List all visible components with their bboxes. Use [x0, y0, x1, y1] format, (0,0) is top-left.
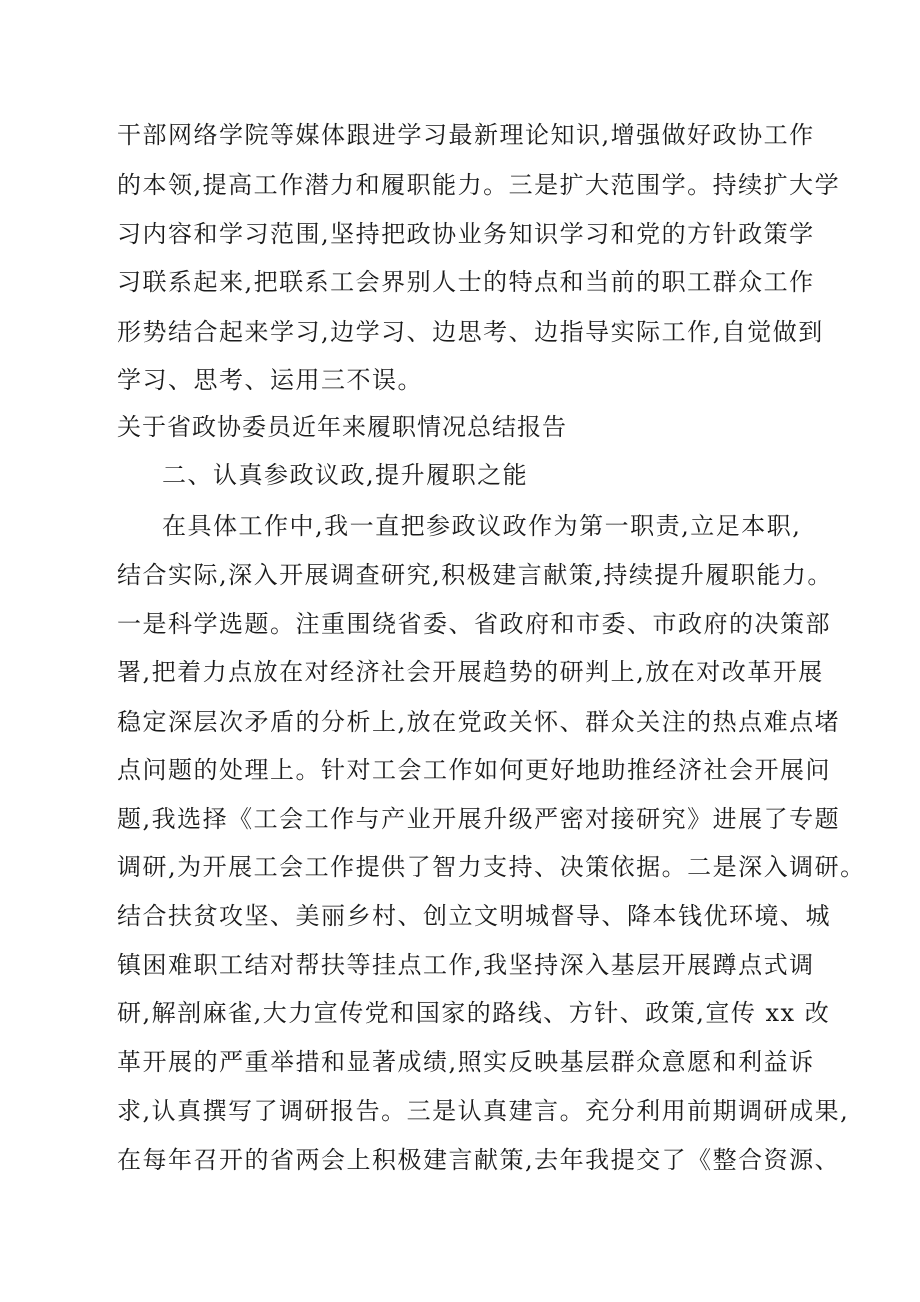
- paragraph-line: 点问题的处理上。针对工会工作如何更好地助推经济社会开展问: [117, 756, 831, 784]
- paragraph-line: 干部网络学院等媒体跟进学习最新理论知识,增强做好政协工作: [117, 121, 815, 149]
- paragraph-line: 求,认真撰写了调研报告。三是认真建言。充分利用前期调研成果,: [117, 1097, 850, 1125]
- paragraph-line: 结合实际,深入开展调查研究,积极建言献策,持续提升履职能力。: [117, 561, 833, 589]
- paragraph-line: 题,我选择《工会工作与产业开展升级严密对接研究》进展了专题: [117, 805, 841, 833]
- paragraph-line: 研,解剖麻雀,大力宣传党和国家的路线、方针、政策,宣传 xx 改: [117, 999, 831, 1027]
- paragraph-line: 学习、思考、运用三不误。: [117, 366, 423, 394]
- paragraph-line: 革开展的严重举措和显著成绩,照实反映基层群众意愿和利益诉: [117, 1048, 815, 1076]
- paragraph-line: 在具体工作中,我一直把参政议政作为第一职责,立足本职,: [162, 512, 802, 540]
- paragraph-line: 稳定深层次矛盾的分析上,放在党政关怀、群众关注的热点难点堵: [117, 708, 841, 736]
- paragraph-line: 形势结合起来学习,边学习、边思考、边指导实际工作,自觉做到: [117, 318, 824, 346]
- document-title: 关于省政协委员近年来履职情况总结报告: [117, 413, 567, 441]
- paragraph-line: 署,把着力点放在对经济社会开展趋势的研判上,放在对改革开展: [117, 658, 824, 686]
- paragraph-line: 的本领,提高工作潜力和履职能力。三是扩大范围学。持续扩大学: [117, 171, 841, 199]
- section-heading: 二、认真参政议政,提升履职之能: [162, 461, 529, 489]
- paragraph-line: 调研,为开展工会工作提供了智力支持、决策依据。二是深入调研。: [117, 853, 866, 881]
- paragraph-line: 习内容和学习范围,坚持把政协业务知识学习和党的方针政策学: [117, 220, 815, 248]
- paragraph-line: 在每年召开的省两会上积极建言献策,去年我提交了《整合资源、: [117, 1146, 841, 1174]
- paragraph-line: 结合扶贫攻坚、美丽乡村、创立文明城督导、降本钱优环境、城: [117, 902, 831, 930]
- paragraph-line: 习联系起来,把联系工会界别人士的特点和当前的职工群众工作: [117, 268, 815, 296]
- paragraph-line: 一是科学选题。注重围绕省委、省政府和市委、市政府的决策部: [117, 610, 831, 638]
- paragraph-line: 镇困难职工结对帮扶等挂点工作,我坚持深入基层开展蹲点式调: [117, 951, 815, 979]
